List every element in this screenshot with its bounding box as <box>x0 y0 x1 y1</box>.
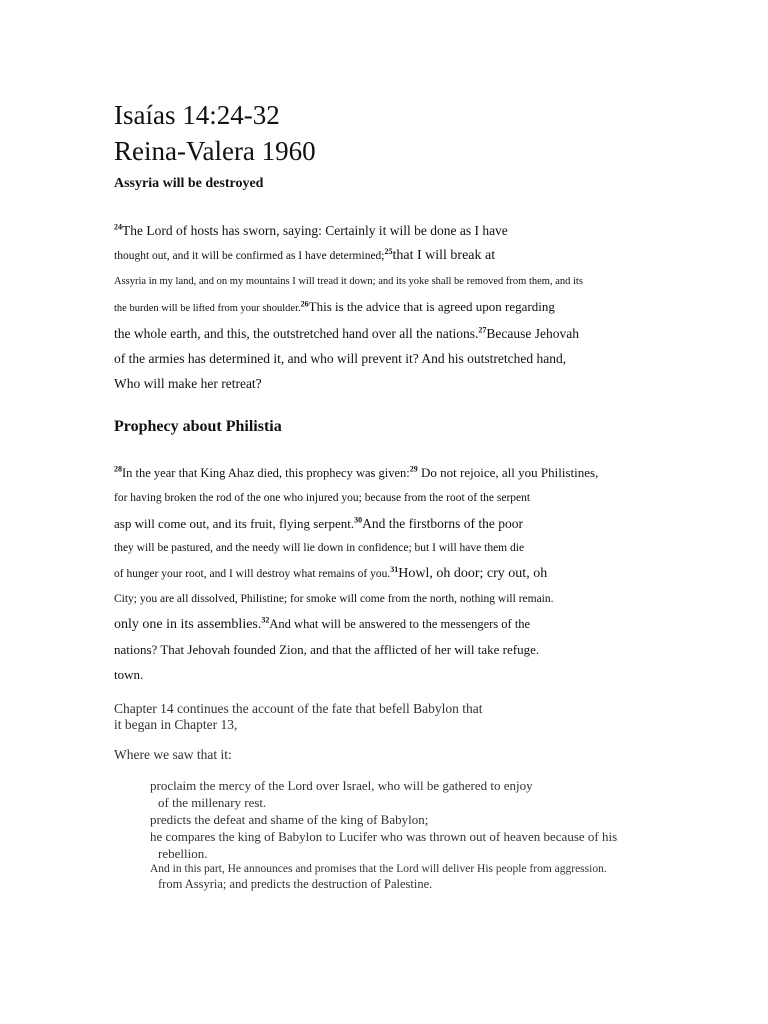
verse-line <box>114 511 674 536</box>
verse-text: And the firstborns of the poor <box>362 516 523 531</box>
verse-text: City; you are all dissolved, Philistine; for smoke will come from the north, nothing will remain. <box>114 593 554 605</box>
verse-line <box>114 294 674 321</box>
verse-line <box>114 637 674 662</box>
verse-line <box>114 561 674 587</box>
verse-text: thought out, and it will be confirmed as I have determined; <box>114 250 385 262</box>
list-item-text: rebellion. <box>158 845 208 861</box>
verse-line <box>114 486 674 511</box>
list-item <box>138 862 674 892</box>
list-item-text: from Assyria; and predicts the destruction of Palestine. <box>158 876 433 891</box>
verse-text: Because Jehovah <box>486 326 579 341</box>
verse-number: 32 <box>261 615 270 625</box>
verse-text: for having broken the rod of the one who injured you; because from the root of the serpent <box>114 492 531 504</box>
verse-number: 26 <box>300 299 309 309</box>
verse-text: Assyria in my land, and on my mountains I will tread it down; and its yoke shall be removed from them, and its <box>114 276 583 287</box>
verse-text: Do not rejoice, all you Philistines, <box>417 465 599 480</box>
verse-line <box>114 269 674 294</box>
verse-text: that I will break at <box>392 248 496 263</box>
verse-number: 30 <box>354 515 363 525</box>
verse-line <box>114 321 674 346</box>
verse-text: of the armies has determined it, and who will prevent it? And his outstretched hand, <box>114 351 567 366</box>
verse-text: only one in its assemblies. <box>114 617 262 632</box>
summary-list <box>138 777 674 892</box>
verse-line <box>114 243 674 269</box>
commentary-intro: Where we saw that it: <box>114 747 232 762</box>
verse-line <box>114 346 674 371</box>
verse-line <box>114 662 674 687</box>
verse-text: the burden will be lifted from your shoulder. <box>114 303 301 314</box>
commentary-notes <box>114 701 674 892</box>
list-item <box>138 777 674 811</box>
verse-line <box>114 536 674 561</box>
verse-number: 24 <box>114 222 122 232</box>
verse-line <box>114 460 674 486</box>
verse-line <box>114 612 674 637</box>
commentary-line: Chapter 14 continues the account of the fate that befell Babylon that <box>114 701 483 716</box>
section-heading-philistia: Prophecy about Philistia <box>114 418 282 435</box>
verse-line <box>114 587 674 612</box>
verse-text: In the year that King Ahaz died, this prophecy was given: <box>122 466 410 480</box>
version-subtitle: Reina-Valera 1960 <box>114 136 316 166</box>
verse-line <box>114 218 674 243</box>
verses-28-32 <box>114 460 674 687</box>
verse-text: asp will come out, and its fruit, flying serpent. <box>114 516 355 531</box>
commentary-line: it began in Chapter 13, <box>114 717 238 732</box>
verse-number: 29 <box>409 464 418 474</box>
verse-text: of hunger your root, and I will destroy what remains of you. <box>114 568 391 580</box>
list-item-text: predicts the defeat and shame of the king of Babylon; <box>150 811 429 827</box>
verse-text: Who will make her retreat? <box>114 376 262 391</box>
page-title: Isaías 14:24-32 <box>114 100 280 130</box>
verse-text: town. <box>114 667 144 682</box>
verses-24-27 <box>114 218 674 396</box>
verse-text: they will be pastured, and the needy will lie down in confidence; but I will have them die <box>114 542 525 554</box>
document-page <box>114 98 674 892</box>
verse-text: And what will be answered to the messengers of the <box>269 617 531 631</box>
list-item <box>138 828 674 862</box>
list-item-text: proclaim the mercy of the Lord over Israel, who will be gathered to enjoy <box>150 777 533 793</box>
verse-text: nations? That Jehovah founded Zion, and that the afflicted of her will take refuge. <box>114 642 540 657</box>
verse-text: The Lord of hosts has sworn, saying: Certainly it will be done as I have <box>122 223 508 238</box>
verse-number: 25 <box>384 247 393 257</box>
verse-line <box>114 371 674 396</box>
list-item <box>138 811 674 828</box>
section-heading-assyria: Assyria will be destroyed <box>114 176 264 191</box>
list-item-text: he compares the king of Babylon to Lucifer who was thrown out of heaven because of his <box>150 828 618 844</box>
verse-text: This is the advice that is agreed upon regarding <box>308 299 555 314</box>
verse-number: 31 <box>390 565 399 575</box>
verse-number: 28 <box>114 464 122 474</box>
verse-text: the whole earth, and this, the outstretched hand over all the nations. <box>114 326 479 341</box>
verse-number: 27 <box>478 325 487 335</box>
list-item-text: of the millenary rest. <box>158 794 267 810</box>
list-item-text: And in this part, He announces and promises that the Lord will deliver His people from aggression. <box>150 862 607 875</box>
verse-text: Howl, oh door; cry out, oh <box>398 566 548 581</box>
